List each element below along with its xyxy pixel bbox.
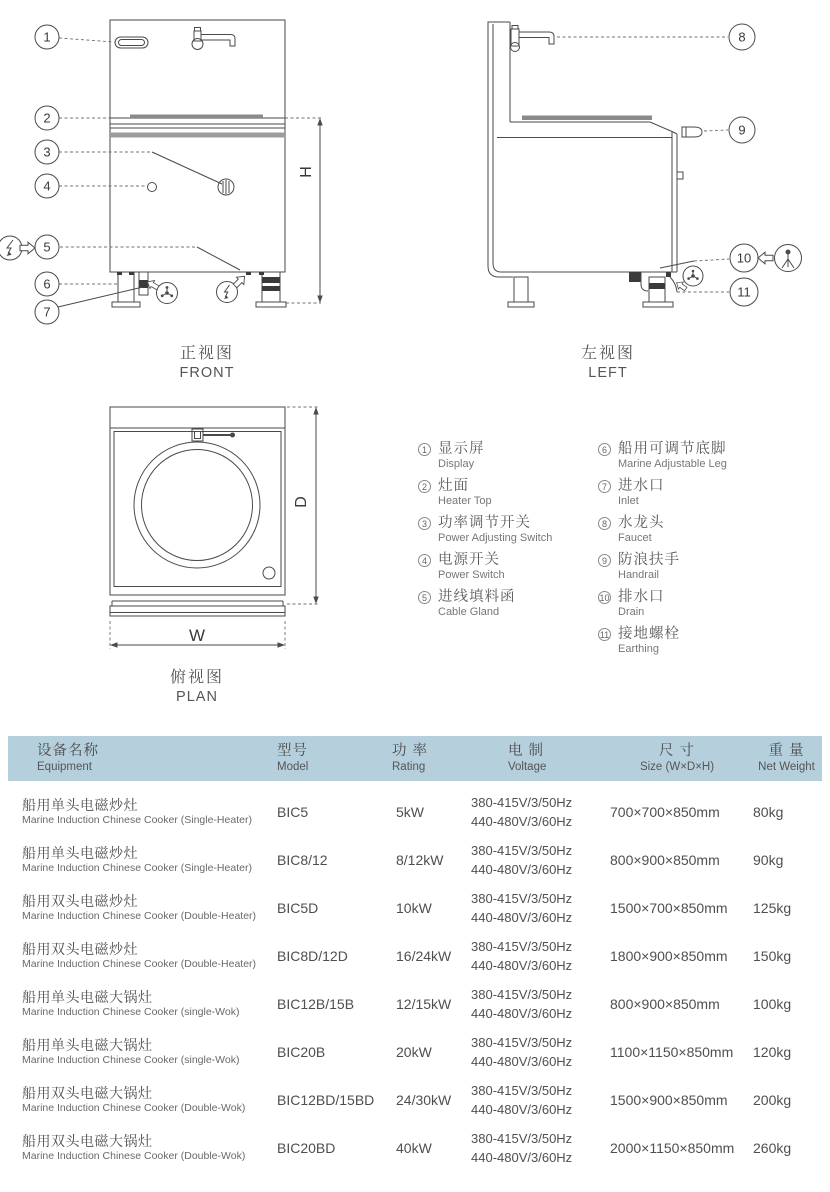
rating-cell: 20kW — [396, 1044, 432, 1060]
equipment-name-cn: 船用双头电磁大锅灶 — [22, 1133, 153, 1149]
legend-number: 2 — [418, 480, 431, 493]
callout-2: 2 — [43, 110, 51, 126]
voltage-cell: 380-415V/3/50Hz 440-480V/3/60Hz — [471, 1131, 573, 1165]
weight-cell: 80kg — [753, 804, 784, 820]
size-cell: 2000×1150×850mm — [610, 1140, 735, 1156]
dim-d-label: D — [293, 496, 310, 508]
model-cell: BIC20B — [277, 1044, 326, 1060]
dim-w-label: W — [188, 626, 206, 645]
voltage-cell: 380-415V/3/50Hz 440-480V/3/60Hz — [471, 891, 573, 925]
size-cell: 1500×900×850mm — [610, 1092, 728, 1108]
legend-number: 3 — [418, 517, 431, 530]
rating-cell: 12/15kW — [396, 996, 452, 1012]
size-cell: 1100×1150×850mm — [610, 1044, 734, 1060]
legend-cn: 进水口 — [618, 478, 665, 494]
weight-cell: 150kg — [753, 948, 792, 964]
legend-en: Heater Top — [438, 495, 492, 507]
dim-h-label: H — [298, 166, 315, 178]
equipment-name-cn: 船用单头电磁炒灶 — [22, 797, 138, 813]
col-header-equipment: 设备名称 Equipment — [37, 743, 99, 773]
callout-7: 7 — [43, 304, 51, 320]
legend-en: Inlet — [618, 495, 639, 507]
legend-item-earthing — [598, 626, 823, 656]
rating-cell: 8/12kW — [396, 852, 444, 868]
col-header-size: 尺 寸 Size (W×D×H) — [639, 743, 715, 773]
front-legs — [112, 272, 286, 307]
model-cell: BIC5 — [277, 804, 309, 820]
legend-item-inlet — [598, 478, 823, 508]
legend-column-2 — [598, 441, 823, 663]
faucet-front — [192, 28, 235, 50]
earthing-bolt — [666, 272, 671, 277]
weight-cell: 100kg — [753, 996, 792, 1012]
callout-10: 10 — [736, 250, 752, 266]
legend-item-heater-top — [418, 478, 596, 508]
left-view-drawing — [488, 22, 702, 307]
left-view-label-cn: 左视图 — [580, 345, 635, 362]
electric-supply-icon — [217, 273, 249, 303]
legend-item-power-adjusting-switch — [418, 515, 596, 545]
legend-cn: 功率调节开关 — [438, 515, 531, 531]
callout-8: 8 — [738, 29, 746, 45]
callout-9: 9 — [738, 122, 746, 138]
voltage-cell: 380-415V/3/50Hz 440-480V/3/60Hz — [471, 987, 573, 1021]
callout-6: 6 — [43, 276, 51, 292]
wok-ring-inner — [142, 450, 253, 561]
plan-view-label-en: PLAN — [176, 689, 218, 705]
weight-cell: 200kg — [753, 1092, 792, 1108]
size-cell: 700×700×850mm — [610, 804, 720, 820]
size-cell: 1800×900×850mm — [610, 948, 728, 964]
model-cell: BIC5D — [277, 900, 319, 916]
legend-en: Cable Gland — [438, 606, 500, 618]
handrail — [682, 127, 702, 137]
equipment-name-cn: 船用双头电磁炒灶 — [22, 941, 138, 957]
legend-number: 9 — [598, 554, 611, 567]
legend-cn: 水龙头 — [618, 515, 665, 531]
callout-11: 11 — [737, 284, 751, 300]
equipment-name-en: Marine Induction Chinese Cooker (single-Wok) — [22, 1054, 240, 1066]
legend-item-handrail — [598, 552, 823, 582]
size-cell: 800×900×850mm — [610, 996, 720, 1012]
model-cell: BIC8D/12D — [277, 948, 348, 964]
model-cell: BIC12B/15B — [277, 996, 355, 1012]
rating-cell: 16/24kW — [396, 948, 452, 964]
equipment-name-cn: 船用双头电磁大锅灶 — [22, 1085, 153, 1101]
legend-cn: 灶面 — [438, 478, 469, 494]
size-cell: 1500×700×850mm — [610, 900, 728, 916]
water-supply-icon — [145, 278, 177, 304]
legend-item-cable-gland — [418, 589, 596, 619]
callout-3: 3 — [43, 144, 51, 160]
model-cell: BIC8/12 — [277, 852, 328, 868]
table-row — [8, 1076, 822, 1124]
equipment-name-en: Marine Induction Chinese Cooker (Single-Heater) — [22, 814, 252, 826]
legend-en: Marine Adjustable Leg — [618, 458, 727, 470]
legend-number: 10 — [599, 593, 610, 603]
legend-item-display — [418, 441, 596, 471]
spec-table — [8, 736, 822, 1172]
width-dimension — [110, 621, 285, 649]
model-cell: BIC12BD/15BD — [277, 1092, 375, 1108]
weight-cell: 90kg — [753, 852, 784, 868]
legend-cn: 接地螺栓 — [618, 626, 680, 642]
legend-number: 11 — [599, 630, 610, 640]
equipment-name-en: Marine Induction Chinese Cooker (Double-Wok) — [22, 1150, 246, 1162]
legend-item-faucet — [598, 515, 823, 545]
front-view-label — [132, 345, 282, 382]
drain-connection-icon — [758, 245, 802, 272]
depth-dimension — [287, 407, 319, 604]
left-view-legs — [508, 272, 673, 307]
legend-number: 4 — [418, 554, 431, 567]
legend-number: 7 — [598, 480, 611, 493]
legend-cn: 防浪扶手 — [618, 552, 680, 568]
rating-cell: 40kW — [396, 1140, 432, 1156]
legend-column-1 — [418, 441, 596, 626]
left-view-label — [533, 345, 683, 382]
side-clip — [677, 172, 683, 179]
legend-number: 5 — [418, 591, 431, 604]
table-row — [8, 1028, 822, 1076]
table-row — [8, 932, 822, 980]
equipment-name-en: Marine Induction Chinese Cooker (single-Wok) — [22, 1006, 240, 1018]
left-view-label-en: LEFT — [588, 365, 628, 381]
height-dimension — [298, 118, 323, 303]
voltage-cell: 380-415V/3/50Hz 440-480V/3/60Hz — [471, 795, 573, 829]
equipment-name-en: Marine Induction Chinese Cooker (Double-Wok) — [22, 1102, 246, 1114]
legend-en: Handrail — [618, 569, 659, 581]
switch-plan — [263, 567, 275, 579]
legend-number: 1 — [418, 443, 431, 456]
table-row — [8, 836, 822, 884]
table-row — [8, 884, 822, 932]
rating-cell: 5kW — [396, 804, 424, 820]
front-view-label-en: FRONT — [179, 365, 235, 381]
table-body — [8, 788, 822, 1172]
legend-cn: 排水口 — [618, 589, 665, 605]
faucet-side — [511, 26, 555, 52]
col-header-model: 型号 Model — [277, 743, 309, 773]
rating-cell: 24/30kW — [396, 1092, 452, 1108]
legend-en: Power Adjusting Switch — [438, 532, 553, 544]
water-supply-icon — [674, 266, 703, 293]
equipment-name-en: Marine Induction Chinese Cooker (Single-Heater) — [22, 862, 252, 874]
legend-item-power-switch — [418, 552, 596, 582]
left-leaders — [557, 37, 729, 292]
legend-en: Drain — [618, 606, 645, 618]
model-cell: BIC20BD — [277, 1140, 336, 1156]
voltage-cell: 380-415V/3/50Hz 440-480V/3/60Hz — [471, 1035, 573, 1069]
plan-view-drawing — [110, 407, 285, 616]
col-header-net-weight: 重 量 Net Weight — [758, 743, 815, 773]
col-header-voltage: 电 制 Voltage — [508, 743, 547, 773]
plan-view-label — [122, 669, 272, 706]
legend-cn: 船用可调节底脚 — [618, 441, 727, 457]
voltage-cell: 380-415V/3/50Hz 440-480V/3/60Hz — [471, 843, 573, 877]
table-row — [8, 788, 822, 836]
legend-item-marine-adjustable-leg — [598, 441, 823, 471]
callout-5: 5 — [43, 239, 51, 255]
weight-cell: 120kg — [753, 1044, 792, 1060]
legend-en: Faucet — [618, 532, 652, 544]
callout-1: 1 — [43, 29, 51, 45]
size-cell: 800×900×850mm — [610, 852, 720, 868]
callout-4: 4 — [43, 178, 51, 194]
display-slot — [115, 37, 148, 48]
legend-en: Display — [438, 458, 475, 470]
equipment-name-cn: 船用双头电磁炒灶 — [22, 893, 138, 909]
electric-supply-icon — [0, 236, 35, 260]
front-leaders — [59, 38, 321, 303]
table-row — [8, 1124, 822, 1172]
front-view-drawing — [58, 20, 286, 307]
plan-view-label-cn: 俯视图 — [169, 669, 224, 686]
legend-item-drain — [598, 589, 823, 619]
legend-number: 8 — [598, 517, 611, 530]
equipment-name-en: Marine Induction Chinese Cooker (Double-Heater) — [22, 958, 257, 970]
table-row — [8, 980, 822, 1028]
legend-cn: 电源开关 — [438, 552, 500, 568]
equipment-name-cn: 船用单头电磁大锅灶 — [22, 989, 153, 1005]
faucet-plan — [192, 429, 235, 441]
legend-number: 6 — [598, 443, 611, 456]
legend-cn: 显示屏 — [438, 441, 485, 457]
weight-cell: 260kg — [753, 1140, 792, 1156]
front-view-label-cn: 正视图 — [179, 345, 234, 362]
table-header-row — [8, 736, 822, 781]
voltage-cell: 380-415V/3/50Hz 440-480V/3/60Hz — [471, 939, 573, 973]
power-adjusting-knob — [218, 179, 234, 195]
legend-cn: 进线填料函 — [438, 589, 516, 605]
equipment-name-cn: 船用单头电磁大锅灶 — [22, 1037, 153, 1053]
equipment-name-en: Marine Induction Chinese Cooker (Double-Heater) — [22, 910, 257, 922]
equipment-name-cn: 船用单头电磁炒灶 — [22, 845, 138, 861]
rating-cell: 10kW — [396, 900, 432, 916]
power-switch-dot — [148, 183, 157, 192]
col-header-rating: 功 率 Rating — [392, 743, 429, 773]
weight-cell: 125kg — [753, 900, 792, 916]
voltage-cell: 380-415V/3/50Hz 440-480V/3/60Hz — [471, 1083, 573, 1117]
legend-en: Earthing — [618, 643, 659, 655]
legend-en: Power Switch — [438, 569, 505, 581]
wok-ring-outer — [134, 442, 260, 568]
